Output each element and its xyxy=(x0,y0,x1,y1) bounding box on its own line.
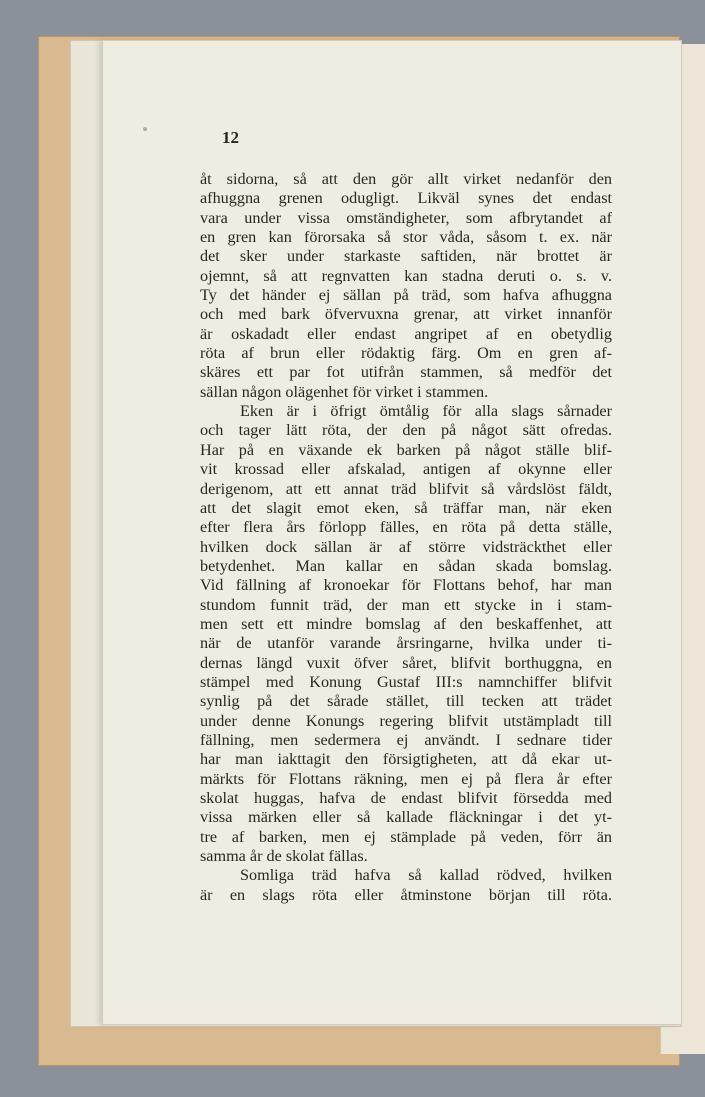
text-line: Ty det händer ej sällan på träd, som hafva afhuggna xyxy=(200,286,612,305)
text-line: skolat huggas, hafva de endast blifvit försedda med xyxy=(200,789,612,807)
text-line: är en slags röta eller åtminstone början till röta. xyxy=(200,885,612,904)
text-line: dernas längd vuxit öfver såret, blifvit borthuggna, en xyxy=(200,653,612,672)
text-line: är oskadadt eller endast angripet af en obetydlig xyxy=(200,324,612,343)
text-line: vissa märken eller så kallade fläckningar i det yt- xyxy=(200,808,612,827)
text-line: att det slagit emot eken, så träffar man, när eken xyxy=(200,498,612,517)
paper-spot xyxy=(143,127,147,131)
body-text xyxy=(200,170,612,905)
text-line: märkts för Flottans räkning, men ej på flera år efter xyxy=(200,769,612,788)
text-line: efter flera års förlopp fälles, en röta på detta ställe, xyxy=(200,518,612,537)
text-line: har man iakttagit den försigtigheten, att då ekar ut- xyxy=(200,750,612,769)
text-line: ojemnt, så att regnvatten kan stadna deruti o. s. v. xyxy=(200,266,612,285)
text-line: det sker under starkaste saftiden, när brottet är xyxy=(200,247,612,266)
text-line: sällan någon olägenhet för virket i stammen. xyxy=(200,382,489,401)
text-line: tre af barken, men ej stämplade på veden, förr än xyxy=(200,827,612,846)
text-line: skäres ett par fot utifrån stammen, så medför det xyxy=(200,363,612,382)
text-line: vit krossad eller afskalad, antigen af okynne eller xyxy=(200,460,612,479)
page-number: 12 xyxy=(222,128,239,147)
text-line: en gren kan förorsaka så stor våda, såsom t. ex. när xyxy=(200,228,612,247)
text-line: Somliga träd hafva så kallad rödved, hvilken xyxy=(240,866,612,885)
text-line: men sett ett mindre bomslag af den beskaffenhet, att xyxy=(200,614,612,633)
text-line: samma år de skolat fällas. xyxy=(200,847,368,866)
text-line: vara under vissa omständigheter, som afbrytandet af xyxy=(200,208,612,227)
text-line: röta af brun eller rödaktig färg. Om en gren af- xyxy=(200,344,612,363)
text-line: och med bark öfvervuxna grenar, att virket innanför xyxy=(200,305,612,324)
text-line: fällning, men sedermera ej användt. I sednare tider xyxy=(200,730,612,749)
text-line: Vid fällning af kronoekar för Flottans behof, har man xyxy=(200,576,612,595)
text-line: åt sidorna, så att den gör allt virket nedanför den xyxy=(200,170,612,188)
text-line: stämpel med Konung Gustaf III:s namnchiffer blifvit xyxy=(200,672,612,691)
text-line: stundom funnit träd, der man ett stycke in i stam- xyxy=(200,595,612,614)
text-line: under denne Konungs regering blifvit utstämpladt till xyxy=(200,711,612,730)
text-line: Har på en växande ek barken på något ställe blif- xyxy=(200,440,612,459)
text-line: betydenhet. Man kallar en sådan skada bomslag. xyxy=(200,556,612,575)
text-line: synlig på det sårade stället, till tecken att trädet xyxy=(200,692,612,711)
text-line: derigenom, att ett annat träd blifvit så vårdslöst fäldt, xyxy=(200,479,612,498)
text-line: när de utanför varande årsringarne, hvilka under ti- xyxy=(200,634,612,653)
text-line: afhuggna grenen odugligt. Likväl synes det endast xyxy=(200,189,612,208)
text-line: hvilken dock sällan är af större vidsträckthet eller xyxy=(200,537,612,556)
text-line: och tager lätt röta, der den på något sätt ofredas. xyxy=(200,421,612,440)
text-line: Eken är i öfrigt ömtålig för alla slags sårnader xyxy=(240,402,612,421)
